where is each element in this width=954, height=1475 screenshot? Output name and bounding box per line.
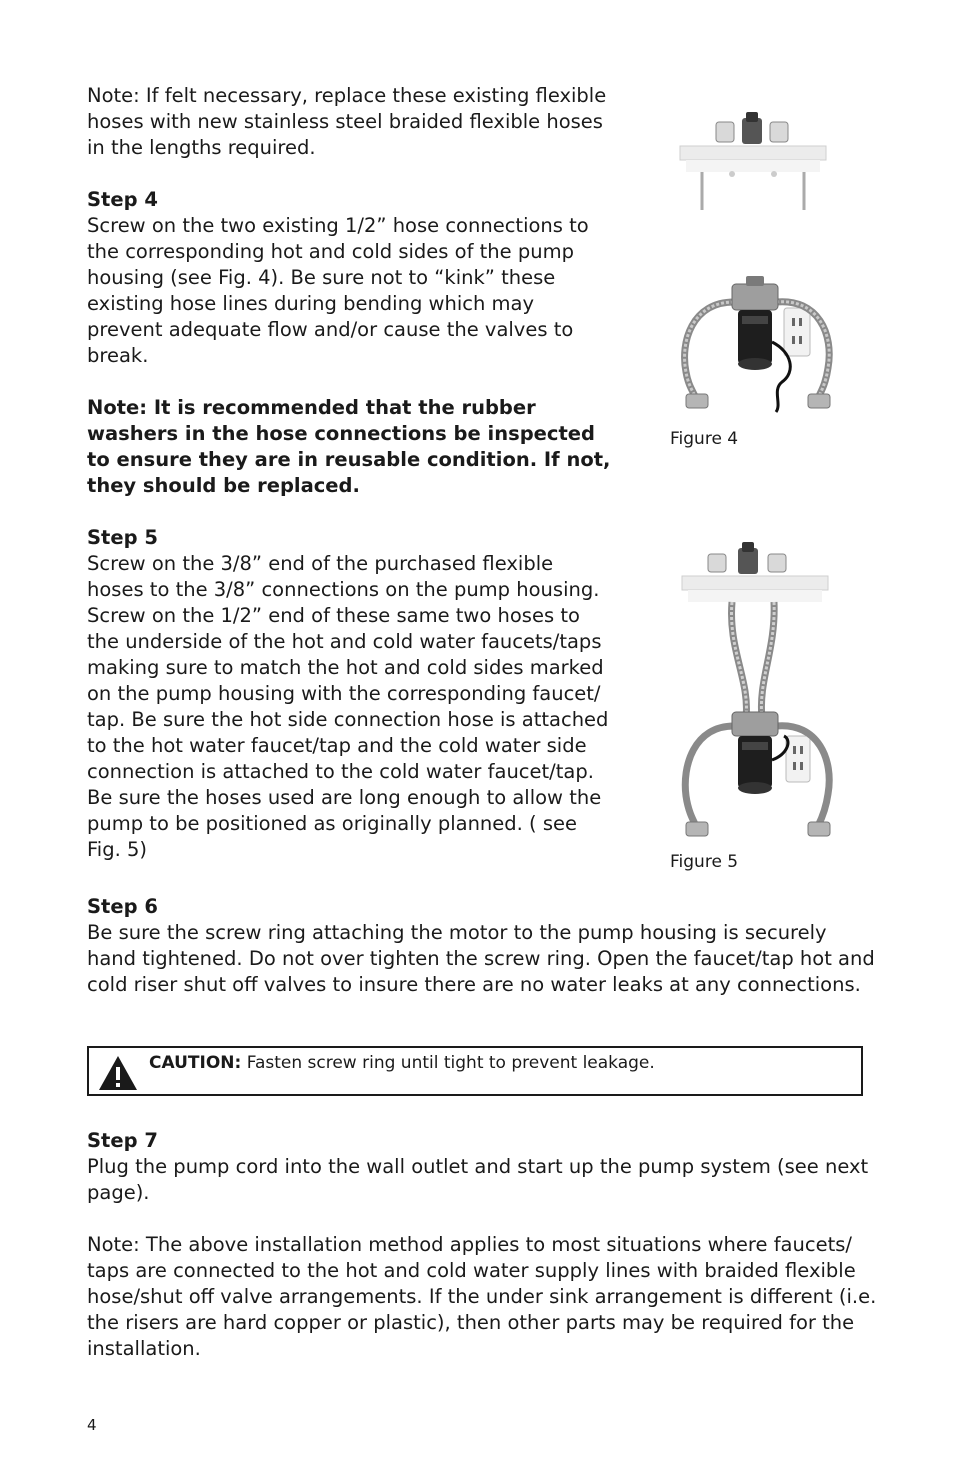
step-6-section: [87, 894, 877, 998]
step-5-body: Screw on the 3/8” end of the purchased flexible hoses to the 3/8” connections on the pump housing. Screw on the 1/2” end of these same two hoses to the underside of the hot and cold water faucets/taps making sure to match the hot and cold sides marked on the pump housing with the corresponding faucet/ tap. Be sure the hot side connection hose is attached to the hot water faucet/tap and the cold water side connection is attached to the cold water faucet/tap. Be sure the hoses used are long enough to allow the pump to be positioned as originally planned. ( see Fig. 5): [87, 552, 609, 861]
figure-5-caption: Figure 5: [670, 852, 739, 872]
step-6-heading: Step 6: [87, 895, 158, 918]
figure-4-pump-illustration: [672, 272, 842, 422]
page-number: 4: [87, 1416, 97, 1434]
step-4-heading: Step 4: [87, 188, 158, 211]
note-washers: Note: It is recommended that the rubber washers in the hose connections be inspected to ensure they are in reusable condition. If not, they should be replaced.: [87, 396, 611, 497]
step-7-section: [87, 1128, 877, 1206]
step-4-body: Screw on the two existing 1/2” hose connections to the corresponding hot and cold sides of the pump housing (see Fig. 4). Be sure not to “kink” these existing hose lines during bending which may prevent adequate flow and/or cause the valves to break.: [87, 214, 589, 367]
step-5-section: [87, 525, 615, 863]
step-7-body: Plug the pump cord into the wall outlet and start up the pump system (see next page).: [87, 1155, 869, 1204]
caution-label: CAUTION:: [149, 1053, 242, 1073]
note-bottom: Note: The above installation method applies to most situations where faucets/ taps are connected to the hot and cold water supply lines with braided flexible hose/shut off valve arrangements. If the under sink arrangement is different (i.e. the risers are hard copper or plastic), then other parts may be required for the installation.: [87, 1233, 877, 1360]
step-7-heading: Step 7: [87, 1129, 158, 1152]
note-top: Note: If felt necessary, replace these existing flexible hoses with new stainless steel braided flexible hoses in the lengths required.: [87, 84, 607, 159]
caution-text: Fasten screw ring until tight to prevent leakage.: [241, 1053, 655, 1073]
step-4-section: [87, 187, 615, 369]
step-6-body: Be sure the screw ring attaching the motor to the pump housing is securely hand tightened. Do not over tighten the screw ring. Open the faucet/tap hot and cold riser shut off valves to insure there are no water leaks at any connections.: [87, 921, 875, 996]
warning-triangle-icon: [97, 1054, 139, 1092]
faucet-countertop-illustration: [672, 108, 832, 220]
figure-5-installation-illustration: [672, 540, 842, 846]
caution-box: [87, 1046, 863, 1096]
step-5-heading: Step 5: [87, 526, 158, 549]
caution-message: [149, 1052, 655, 1074]
figure-4-caption: Figure 4: [670, 429, 739, 449]
